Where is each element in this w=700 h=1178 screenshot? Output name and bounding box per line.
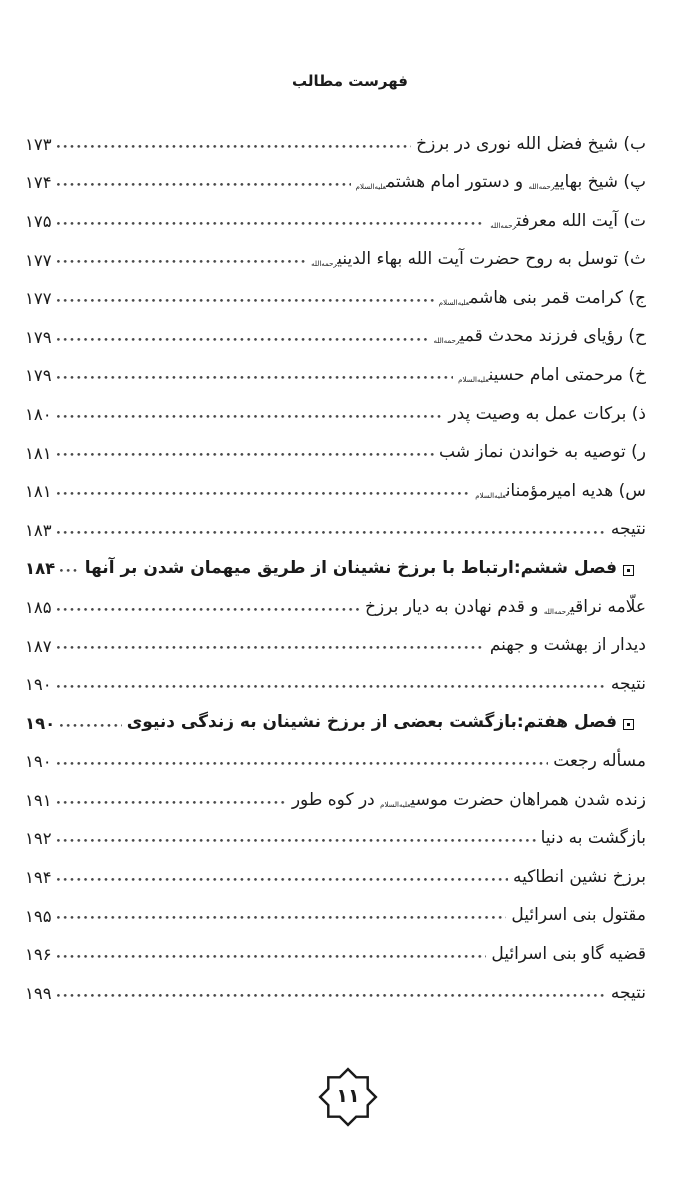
toc-entry bbox=[25, 849, 646, 888]
entry-text: دیدار از بهشت و جهنم bbox=[489, 635, 646, 656]
entry-text: ج) کرامت قمر بنی هاشم bbox=[469, 287, 646, 308]
entry-page-number: ۱۸۰ bbox=[25, 404, 52, 424]
entry-text: فصل هفتم:بازگشت بعضی از برزخ نشینان به زندگی دنیوی bbox=[126, 712, 617, 733]
toc-entry bbox=[25, 618, 646, 657]
entry-title bbox=[490, 210, 646, 232]
footer-page-number: ۱۱ bbox=[336, 1084, 360, 1107]
entry-page-number: ۱۷۷ bbox=[25, 289, 52, 309]
entry-page-number: ۱۹۹ bbox=[25, 983, 52, 1003]
entry-page-number: ۱۷۹ bbox=[25, 327, 52, 347]
entry-page-number: ۱۸۴ bbox=[25, 559, 56, 579]
toc-entry bbox=[25, 656, 646, 695]
toc-entry bbox=[25, 348, 646, 387]
entry-text: ح) رؤیای فرزند محدث قمی bbox=[459, 326, 646, 347]
entry-text: مقتول بنی اسرائیل bbox=[511, 905, 646, 926]
entry-text: مسأله رجعت bbox=[553, 751, 646, 771]
entry-title bbox=[541, 827, 646, 849]
entry-text: ر) توصیه به خواندن نماز شب bbox=[439, 442, 646, 463]
entry-title bbox=[475, 480, 646, 502]
entry-title bbox=[439, 441, 646, 463]
entry-page-number: ۱۸۷ bbox=[25, 636, 52, 656]
entry-text: ث) توسل به روح حضرت آیت الله بهاء الدینی bbox=[337, 249, 646, 270]
entry-page-number: ۱۹۶ bbox=[25, 945, 52, 965]
entry-text: علّامه نراقی bbox=[569, 596, 646, 617]
entry-text: بازگشت به دنیا bbox=[540, 828, 646, 849]
entry-text: زنده شدن همراهان حضرت موسی bbox=[410, 789, 646, 810]
toc-entry bbox=[25, 425, 646, 464]
entry-title bbox=[365, 596, 646, 618]
entry-text: ب) شیخ فضل الله نوری در برزخ bbox=[416, 133, 646, 154]
dotted-leader bbox=[57, 608, 360, 611]
honorific-mark: رحمه‌الله bbox=[433, 337, 460, 346]
toc-entry bbox=[25, 309, 646, 348]
entry-title bbox=[127, 711, 634, 733]
toc-entry bbox=[25, 734, 646, 773]
entry-text: در کوه طور bbox=[291, 789, 381, 810]
dotted-leader bbox=[57, 145, 412, 148]
entry-title bbox=[434, 325, 646, 347]
honorific-mark: علیه‌السلام bbox=[380, 800, 411, 809]
entry-text: و دستور امام هشتم bbox=[386, 172, 529, 193]
honorific-mark: علیه‌السلام bbox=[438, 298, 470, 307]
entry-text: ت) آیت الله معرفت bbox=[516, 210, 646, 231]
entry-title bbox=[448, 403, 646, 425]
toc-list bbox=[25, 116, 646, 1004]
entry-text: پ) شیخ بهایی bbox=[554, 172, 646, 193]
entry-page-number: ۱۷۹ bbox=[25, 366, 52, 386]
dotted-leader bbox=[57, 916, 507, 919]
entry-page-number: ۱۹۱ bbox=[25, 790, 52, 810]
honorific-mark: رحمه‌الله bbox=[528, 183, 555, 192]
dotted-leader bbox=[60, 569, 79, 572]
entry-page-number: ۱۸۱ bbox=[25, 443, 52, 463]
entry-page-number: ۱۹۰ bbox=[25, 713, 56, 733]
toc-entry bbox=[25, 270, 646, 309]
toc-entry bbox=[25, 579, 646, 618]
page-title: فهرست مطالب bbox=[292, 72, 408, 90]
entry-page-number: ۱۹۰ bbox=[25, 752, 52, 772]
entry-title bbox=[611, 982, 646, 1004]
toc-entry bbox=[25, 888, 646, 927]
entry-page-number: ۱۹۰ bbox=[25, 675, 52, 695]
toc-entry bbox=[25, 965, 646, 1004]
dotted-leader bbox=[57, 453, 434, 456]
dotted-leader bbox=[57, 183, 351, 186]
entry-title bbox=[416, 133, 646, 155]
dotted-leader bbox=[57, 299, 434, 302]
entry-page-number: ۱۸۵ bbox=[25, 597, 52, 617]
entry-page-number: ۱۷۵ bbox=[25, 211, 52, 231]
dotted-leader bbox=[57, 994, 606, 997]
dotted-leader bbox=[57, 955, 487, 958]
entry-text: و قدم نهادن به دیار برزخ bbox=[365, 596, 544, 617]
dotted-leader bbox=[57, 839, 536, 842]
toc-entry bbox=[25, 502, 646, 541]
entry-page-number: ۱۹۴ bbox=[25, 868, 52, 888]
honorific-mark: علیه‌السلام bbox=[458, 376, 489, 385]
entry-text: نتیجه bbox=[610, 673, 646, 694]
chapter-bullet-icon bbox=[623, 719, 634, 730]
entry-page-number: ۱۸۱ bbox=[25, 482, 52, 502]
entry-title bbox=[292, 789, 646, 811]
toc-chapter-entry bbox=[25, 541, 634, 580]
entry-title bbox=[511, 904, 646, 926]
entry-title bbox=[553, 750, 646, 772]
entry-title bbox=[611, 518, 646, 540]
entry-page-number: ۱۸۳ bbox=[25, 520, 52, 540]
dotted-leader bbox=[57, 878, 508, 881]
honorific-mark: رحمه‌الله bbox=[490, 221, 517, 230]
dotted-leader bbox=[57, 260, 307, 263]
entry-page-number: ۱۷۷ bbox=[25, 250, 52, 270]
dotted-leader bbox=[57, 762, 549, 765]
entry-title bbox=[439, 287, 646, 309]
dotted-leader bbox=[57, 376, 454, 379]
toc-entry bbox=[25, 232, 646, 271]
dotted-leader bbox=[60, 724, 122, 727]
entry-title bbox=[491, 943, 646, 965]
dotted-leader bbox=[57, 801, 287, 804]
honorific-mark: رحمه‌الله bbox=[543, 607, 570, 616]
toc-entry bbox=[25, 463, 646, 502]
entry-text: ذ) برکات عمل به وصیت پدر bbox=[448, 403, 646, 424]
honorific-mark: رحمه‌الله bbox=[311, 260, 338, 269]
entry-page-number: ۱۷۳ bbox=[25, 134, 52, 154]
entry-text: نتیجه bbox=[610, 982, 646, 1003]
entry-title bbox=[611, 673, 646, 695]
dotted-leader bbox=[57, 531, 606, 534]
honorific-mark: علیه‌السلام bbox=[355, 183, 387, 192]
toc-entry bbox=[25, 193, 646, 232]
toc-entry bbox=[25, 926, 646, 965]
dotted-leader bbox=[57, 685, 606, 688]
toc-chapter-entry bbox=[25, 695, 634, 734]
entry-text: فصل ششم:ارتباط با برزخ نشینان از طریق میهمان شدن بر آنها bbox=[84, 558, 617, 579]
dotted-leader bbox=[57, 338, 429, 341]
entry-title bbox=[513, 866, 646, 888]
dotted-leader bbox=[57, 222, 486, 225]
toc-entry bbox=[25, 155, 646, 194]
entry-title bbox=[356, 171, 646, 193]
chapter-bullet-icon bbox=[623, 565, 634, 576]
entry-text: برزخ نشین انطاکیه bbox=[513, 866, 646, 887]
toc-entry bbox=[25, 811, 646, 850]
honorific-mark: علیه‌السلام bbox=[475, 491, 506, 500]
dotted-leader bbox=[57, 646, 485, 649]
entry-title bbox=[490, 634, 646, 656]
entry-text: س) هدیه امیرمؤمنان bbox=[505, 480, 646, 501]
entry-text: نتیجه bbox=[610, 519, 646, 540]
toc-entry bbox=[25, 772, 646, 811]
dotted-leader bbox=[57, 492, 471, 495]
entry-page-number: ۱۹۵ bbox=[25, 906, 52, 926]
entry-text: قضیه گاو بنی اسرائیل bbox=[491, 943, 646, 964]
entry-title bbox=[311, 248, 646, 270]
entry-title bbox=[458, 364, 646, 386]
entry-title bbox=[85, 557, 634, 579]
entry-text: خ) مرحمتی امام حسین bbox=[488, 365, 646, 386]
toc-entry bbox=[25, 386, 646, 425]
dotted-leader bbox=[57, 415, 444, 418]
toc-entry bbox=[25, 116, 646, 155]
entry-page-number: ۱۷۴ bbox=[25, 173, 52, 193]
entry-page-number: ۱۹۲ bbox=[25, 829, 52, 849]
